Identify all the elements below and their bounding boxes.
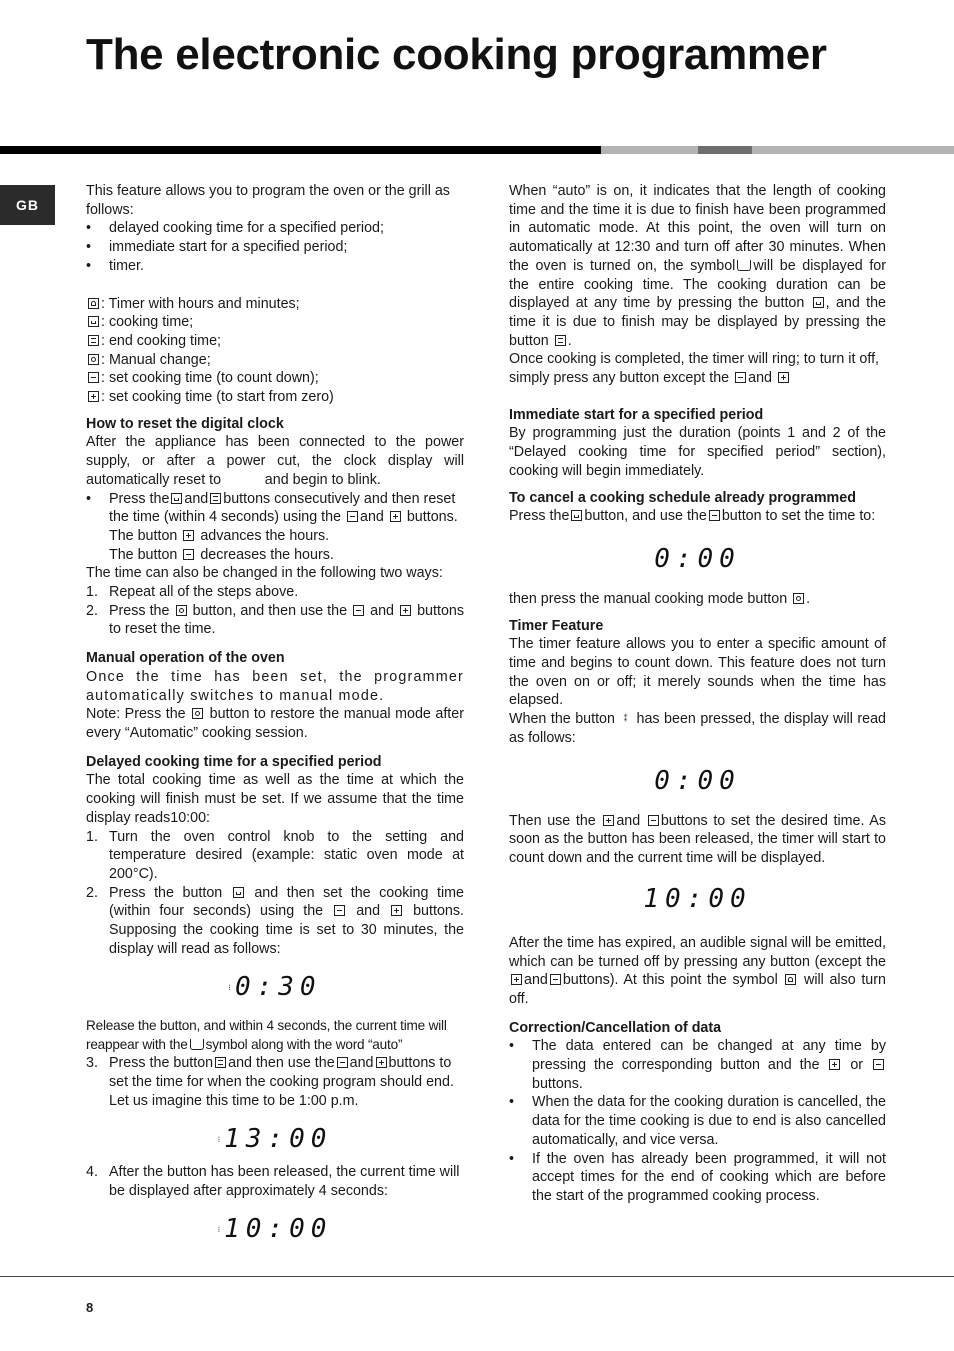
paragraph: After the appliance has been connected to the power supply, or after a power cut, the clock display will automatically reset to and begin to blink. [86,434,464,488]
pot-icon [737,260,751,271]
legend-item: : end cooking time; [86,332,464,351]
paragraph: When “auto” is on, it indicates that the length of cooking time and the time it is due to finish have been programmed in automatic mode. At this point, the oven will turn on automatically at 12:30 and turn off after 30 minutes. When the oven is turned on, the symbol will be displayed for the entire cooking time. The cooking duration can be displayed at any time by pressing the button , and the time it is due to finish may be displayed by pressing the button . [509,183,886,349]
paragraph: Note: Press the button to restore the manual mode after every “Automatic” cooking session. [86,706,464,741]
cooking-time-icon [233,887,244,898]
minus-icon [353,605,364,616]
legend-item: : set cooking time (to start from zero) [86,388,464,407]
intro-text: This feature allows you to program the oven or the grill as follows: [86,183,450,218]
paragraph: When the button ⁑ has been pressed, the display will read as follows: [509,711,886,747]
end-cooking-icon [215,1057,226,1068]
plus-icon [88,391,99,402]
timer-icon [785,974,796,985]
list-item: • If the oven has already been programmed, it will not accept times for the end of cooking which are before the start of the programmed cooking process. [509,1150,886,1204]
left-column [86,182,464,1245]
minus-icon [337,1057,348,1068]
list-item: • The data entered can be changed at any time by pressing the corresponding button and the or buttons. [509,1038,886,1092]
plus-icon [603,815,614,826]
legend-item: : set cooking time (to count down); [86,369,464,388]
cooking-time-icon [813,297,824,308]
minus-icon [183,549,194,560]
section-heading: Correction/Cancellation of data [509,1019,722,1036]
end-cooking-icon [88,335,99,346]
display-readout: 10:00 [643,883,752,914]
display-readout: ⁝ 10:00 [217,1214,333,1245]
minus-icon [550,974,561,985]
display-readout: 0:00 [654,765,741,796]
list-item: • timer. [86,257,144,274]
plus-icon [778,372,789,383]
paragraph: After the time has expired, an audible signal will be emitted, which can be turned off by pressing any button (except theand buttons). At this point the symbol will also turn off. [509,934,886,1007]
minus-icon [648,815,659,826]
header-rule [0,146,601,154]
minus-icon [735,372,746,383]
end-cooking-icon [555,335,566,346]
header-rule-grey [601,146,698,154]
header-rule-grey-end [752,146,954,154]
footer-rule [0,1276,954,1277]
minus-icon [709,510,720,521]
header-rule-dark [698,146,752,154]
timer-icon [88,298,99,309]
list-item: 2. Press the button, and then use the and buttons to reset the time. [86,602,464,638]
minus-icon [88,372,99,383]
end-cooking-icon [210,493,221,504]
list-item: 3. Press the button and then use the and buttons to set the time for when the cooking program should end. Let us imagine this time to be 1:00 p.m. [86,1055,454,1109]
legend-item: : cooking time; [86,313,464,332]
page-number: 8 [86,1300,94,1315]
paragraph: The time can also be changed in the following two ways: [86,565,443,582]
section-heading: Timer Feature [509,617,604,634]
paragraph: By programming just the duration (points 1 and 2 of the “Delayed cooking time for specified period” section), cooking will begin immediately. [509,425,886,479]
list-item: • delayed cooking time for a specified period; [86,220,384,237]
paragraph: Once the time has been set, the programmer automatically switches to manual mode. [86,668,464,704]
manual-icon [176,605,187,616]
pot-icon [190,1039,204,1050]
display-readout: 0:00 [654,543,741,574]
plus-icon [390,511,401,522]
cooking-time-icon [571,510,582,521]
paragraph: Once cooking is completed, the timer will ring; to turn it off, simply press any button except the and [509,351,880,387]
list-item: 4. After the button has been released, the current time will be displayed after approximately 4 seconds: [86,1163,460,1199]
manual-icon [88,354,99,365]
list-item: 1. Repeat all of the steps above. [86,584,299,601]
cooking-time-icon [171,493,182,504]
list-item: 2. Press the button and then set the cooking time (within four seconds) using the and buttons. Supposing the cooking time is set to 30 minutes, the display will read as follows: [86,884,464,957]
display-readout: ⁝ 13:00 [217,1124,333,1155]
section-heading: Immediate start for a specified period [509,406,764,423]
page-title: The electronic cooking programmer [86,30,827,79]
paragraph: The total cooking time as well as the time at which the cooking will finish must be set. If we assume that the time display reads10:00: [86,772,464,826]
manual-icon [793,593,804,604]
timer-button-icon: ⁑ [623,714,628,724]
plus-icon [511,974,522,985]
section-heading: To cancel a cooking schedule already programmed [509,489,856,506]
list-item: • When the data for the cooking duration is cancelled, the data for the time cooking is due to end is also cancelled automatically, and vice versa. [509,1094,886,1148]
paragraph: then press the manual cooking mode button . [509,590,811,607]
manual-icon [192,708,203,719]
plus-icon [400,605,411,616]
display-readout: ⁝ 0:30 [228,972,322,1003]
legend-item: : Manual change; [86,351,464,370]
minus-icon [347,511,358,522]
paragraph: The timer feature allows you to enter a specific amount of time and begins to count down. This feature does not turn the oven on or off; it merely sounds when the time has elapsed. [509,636,886,709]
section-heading: Delayed cooking time for a specified period [86,753,382,770]
right-column [509,182,886,1206]
plus-icon [391,905,402,916]
list-item: • immediate start for a specified period; [86,239,348,256]
list-item: 1. Turn the oven control knob to the setting and temperature desired (example: static oven mode at 200°C). [86,828,464,882]
language-tab: GB [0,185,55,225]
section-heading: How to reset the digital clock [86,415,284,432]
plus-icon [183,530,194,541]
minus-icon [334,905,345,916]
minus-icon [873,1059,884,1070]
paragraph: Release the button, and within 4 seconds, the current time will reappear with the symbol along with the word “auto” [86,1017,447,1052]
cooking-time-icon [88,316,99,327]
plus-icon [829,1059,840,1070]
paragraph: Press the button, and use the button to set the time to: [509,508,876,525]
paragraph: Then use the and buttons to set the desired time. As soon as the button has been released, the timer will start to count down and the current time will be displayed. [509,812,886,867]
section-heading: Manual operation of the oven [86,650,285,667]
legend-item: : Timer with hours and minutes; [86,295,464,314]
list-item: • Press the and buttons consecutively and then reset the time (within 4 seconds) using the and buttons. The button advances the hours. The button decreases the hours. [86,490,458,563]
plus-icon [376,1057,387,1068]
